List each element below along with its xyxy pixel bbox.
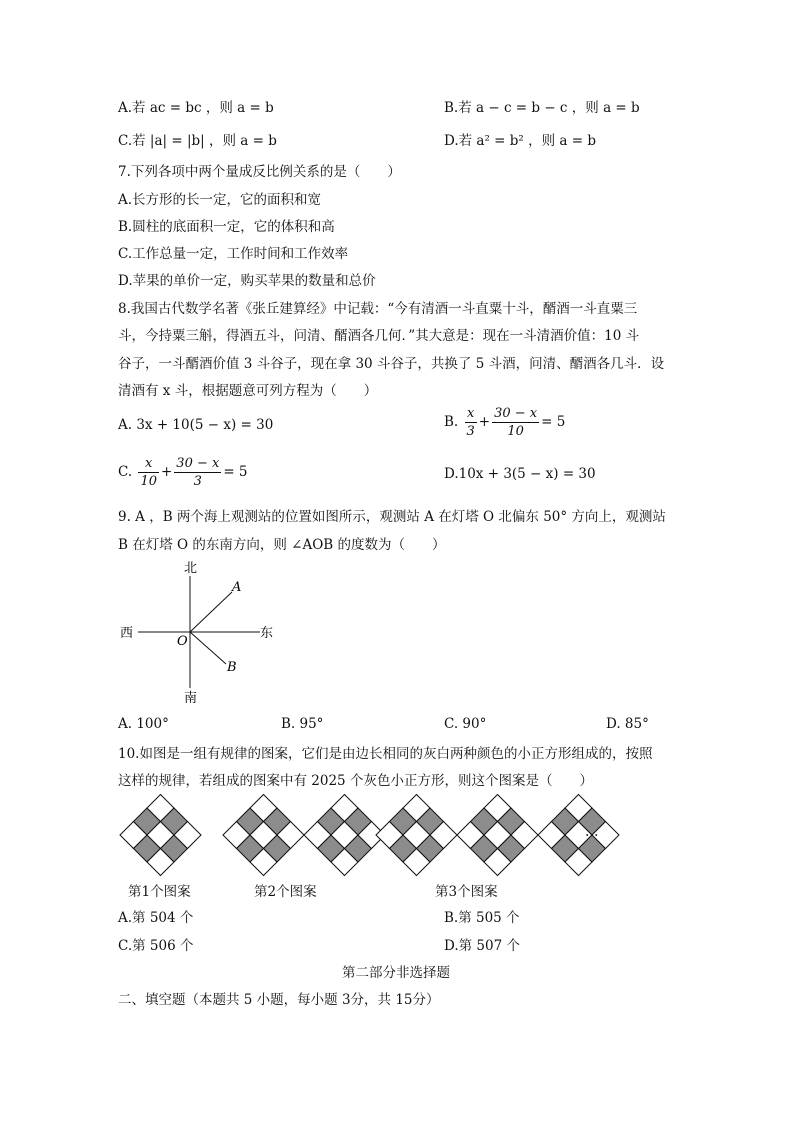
q10-option-c: C.第 506 个 [118, 938, 194, 954]
pattern-3 [376, 795, 619, 876]
compass-figure [110, 556, 290, 710]
label-o: O [177, 634, 188, 649]
pattern-ellipsis: … [585, 824, 599, 840]
section-two-heading: 二、填空题（本题共 5 小题，每小题 3分，共 15分） [118, 992, 440, 1008]
q8-option-b-rhs: = 5 [541, 414, 566, 430]
q6-option-c: C.若 |a| = |b| ，则 a = b [118, 133, 277, 149]
q7-option-d: D.苹果的单价一定，购买苹果的数量和总价 [118, 273, 376, 289]
q7-stem: 7.下列各项中两个量成反比例关系的是（ ） [118, 164, 401, 180]
pattern-2-caption: 第2个图案 [254, 884, 317, 900]
q9-option-a: A. 100° [118, 716, 169, 732]
label-b: B [227, 660, 237, 675]
q6-option-b: B.若 a − c = b − c ，则 a = b [444, 100, 640, 116]
q8-option-b: B. $\frac{x}{3}$ + $\frac{30 - x}{10}$ = 5 [444, 406, 566, 439]
ray-ob [190, 632, 226, 664]
q9-stem-line1: 9. A ，B 两个海上观测站的位置如图所示，观测站 A 在灯塔 O 北偏东 50° 方向上，观测站 [118, 509, 666, 525]
q8-stem-line1: 8.我国古代数学名著《张丘建算经》中记载：“今有清酒一斗直粟十斗，醑酒一斗直粟三 [118, 301, 638, 317]
q7-option-c: C.工作总量一定，工作时间和工作效率 [118, 246, 349, 262]
q8-option-c: C. $\frac{x}{10}$ + $\frac{30 - x}{3}$ = 5 [118, 456, 248, 489]
ray-oa [190, 592, 232, 632]
q10-option-d: D.第 507 个 [444, 938, 520, 954]
q8-stem-line4: 清酒有 x 斗，根据题意可列方程为（ ） [118, 383, 378, 399]
q8-option-b-label: B. [444, 414, 459, 430]
q6-option-a: A.若 ac = bc ，则 a = b [118, 100, 274, 116]
pattern-1-caption: 第1个图案 [128, 884, 191, 900]
q8-stem-line2: 斗，今持粟三斛，得酒五斗，问清、醑酒各几何．”其大意是：现在一斗清酒价值：10 斗 [118, 328, 640, 344]
pattern-1 [120, 795, 201, 876]
q7-option-b: B.圆柱的底面积一定，它的体积和高 [118, 219, 335, 235]
q8-option-d: D.10x + 3(5 − x) = 30 [444, 466, 596, 482]
q7-option-a: A.长方形的长一定，它的面积和宽 [118, 192, 322, 208]
pattern-figures [0, 790, 794, 880]
q8-option-c-fraction-1: $\frac{x}{10}$ [140, 456, 157, 489]
q9-option-b: B. 95° [281, 716, 324, 732]
q8-option-c-fraction-2: $\frac{30 - x}{3}$ [176, 456, 220, 489]
pattern-2 [223, 795, 385, 876]
q10-option-a: A.第 504 个 [118, 910, 194, 926]
part-two-title: 第二部分非选择题 [342, 965, 450, 981]
q8-option-b-fraction-1: $\frac{x}{3}$ [466, 406, 475, 439]
q9-option-d: D. 85° [606, 716, 649, 732]
q10-stem-line2: 这样的规律，若组成的图案中有 2025 个灰色小正方形，则这个图案是（ ） [118, 773, 593, 789]
label-west: 西 [120, 626, 134, 641]
pattern-3-caption: 第3个图案 [435, 884, 498, 900]
q8-option-c-rhs: = 5 [223, 464, 248, 480]
label-north: 北 [184, 561, 198, 576]
q8-option-c-label: C. [118, 464, 133, 480]
q9-option-c: C. 90° [444, 716, 487, 732]
q10-stem-line1: 10.如图是一组有规律的图案，它们是由边长相同的灰白两种颜色的小正方形组成的，按照 [118, 746, 653, 762]
q8-stem-line3: 谷子，一斗醑酒价值 3 斗谷子，现在拿 30 斗谷子，共换了 5 斗酒，问清、醑酒各几斗．设 [118, 356, 665, 372]
q8-option-a: A. 3x + 10(5 − x) = 30 [118, 417, 274, 433]
label-east: 东 [260, 626, 274, 641]
label-south: 南 [184, 691, 198, 706]
q8-option-b-fraction-2: $\frac{30 - x}{10}$ [494, 406, 538, 439]
q9-stem-line2: B 在灯塔 O 的东南方向，则 ∠AOB 的度数为（ ） [118, 537, 446, 553]
q10-option-b: B.第 505 个 [444, 910, 520, 926]
q6-option-d: D.若 a² = b² ，则 a = b [444, 133, 597, 149]
label-a: A [232, 580, 242, 595]
